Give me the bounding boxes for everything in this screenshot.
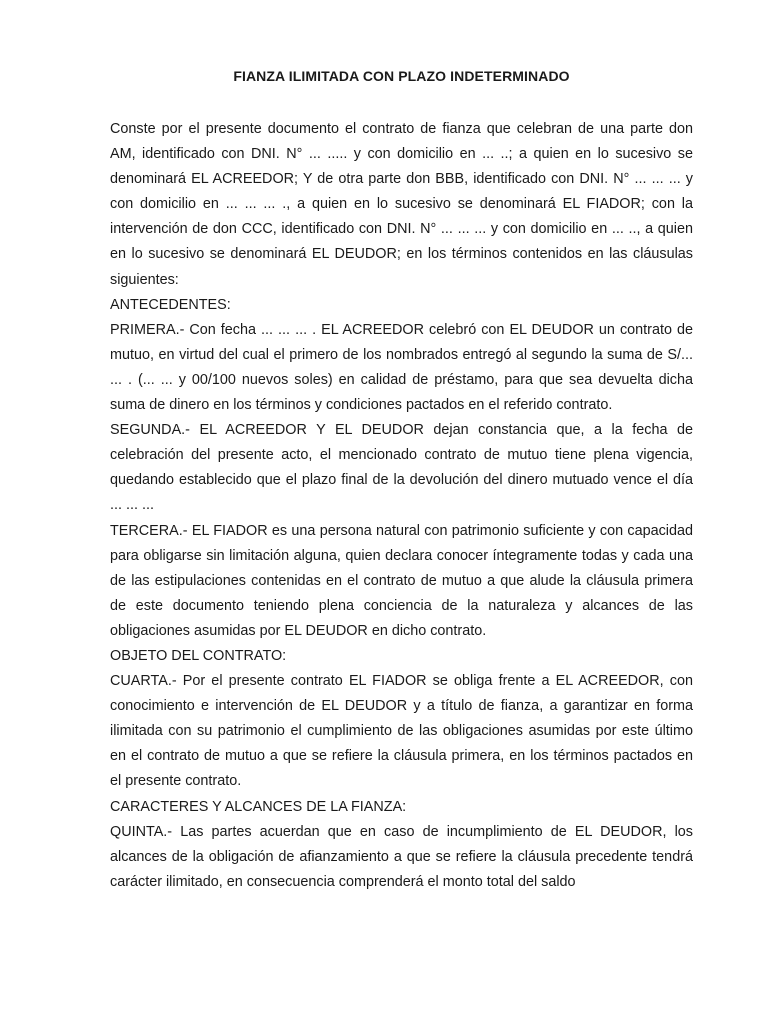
- intro-paragraph: Conste por el presente documento el contrato de fianza que celebran de una parte don AM, identificado con DNI. N° ... ..... y con domicilio en ... ..; a quien en lo sucesivo se denominará EL ACREEDOR; Y de otra parte don BBB, identificado con DNI. N° ... ... ... y con domicilio en ... ... ... ., a quien en lo sucesivo se denominará EL FIADOR; con la intervención de don CCC, identificado con DNI. N° ... ... ... y con domicilio en ... .., a quien en lo sucesivo se denominará EL DEUDOR; en los términos contenidos en las cláusulas siguientes:: [110, 121, 693, 288]
- clause-segunda: SEGUNDA.- EL ACREEDOR Y EL DEUDOR dejan constancia que, a la fecha de celebración del presente acto, el mencionado contrato de mutuo tiene plena vigencia, quedando establecido que el plazo final de la devolución del dinero mutuado vence el día ... ... ...: [110, 422, 693, 514]
- document-body: [110, 117, 693, 895]
- section-heading-objeto: OBJETO DEL CONTRATO:: [110, 647, 287, 664]
- section-heading-caracteres: CARACTERES Y ALCANCES DE LA FIANZA:: [110, 798, 407, 815]
- document-title: FIANZA ILIMITADA CON PLAZO INDETERMINADO: [233, 68, 570, 84]
- clause-tercera: TERCERA.- EL FIADOR es una persona natural con patrimonio suficiente y con capacidad para obligarse sin limitación alguna, quien declara conocer íntegramente todas y cada una de las estipulaciones contenidas en el contrato de mutuo a que alude la cláusula primera de este documento teniendo plena conciencia de la naturaleza y alcances de las obligaciones asumidas por EL DEUDOR en dicho contrato.: [110, 522, 693, 639]
- clause-quinta: QUINTA.- Las partes acuerdan que en caso de incumplimiento de EL DEUDOR, los alcances de la obligación de afianzamiento a que se refiere la cláusula precedente tendrá carácter ilimitado, en consecuencia comprenderá el monto total del saldo: [110, 823, 693, 890]
- section-heading-antecedentes: ANTECEDENTES:: [110, 296, 231, 313]
- clause-primera: PRIMERA.- Con fecha ... ... ... . EL ACREEDOR celebró con EL DEUDOR un contrato de mutuo, en virtud del cual el primero de los nombrados entregó al segundo la suma de S/... ... . (... ... y 00/100 nuevos soles) en calidad de préstamo, para que sea devuelta dicha suma de dinero en los términos y condiciones pactados en el referido contrato.: [110, 321, 693, 414]
- clause-cuarta: CUARTA.- Por el presente contrato EL FIADOR se obliga frente a EL ACREEDOR, con conocimiento e intervención de EL DEUDOR y a título de fianza, a garantizar en forma ilimitada con su patrimonio el cumplimiento de las obligaciones asumidas por este último en el contrato de mutuo a que se refiere la cláusula primera, en los términos pactados en el presente contrato.: [110, 673, 693, 790]
